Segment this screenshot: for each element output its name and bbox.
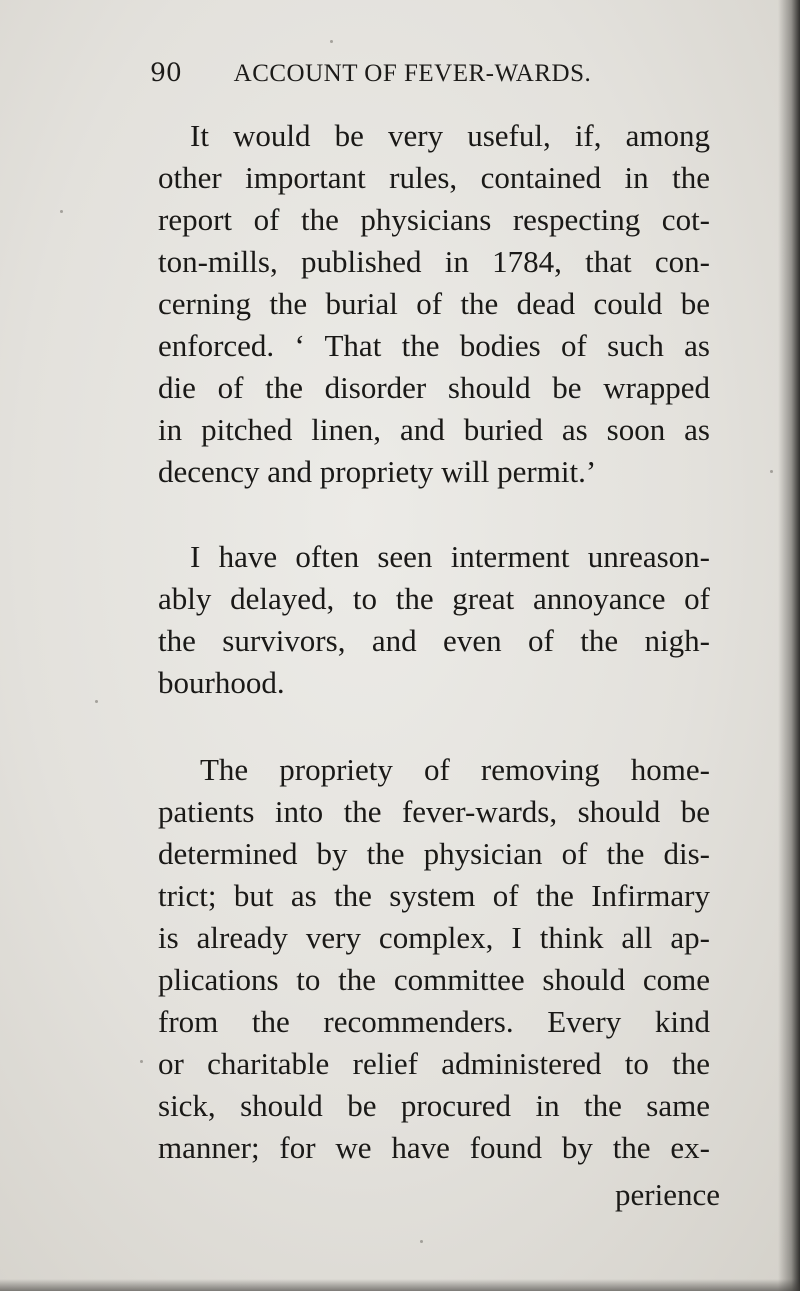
paper-speck [140, 1060, 143, 1063]
paper-speck [95, 700, 98, 703]
text-line: trict; but as the system of the Infirmary [158, 878, 710, 913]
text-line: patients into the fever-wards, should be [158, 794, 710, 829]
running-head: ACCOUNT OF FEVER-WARDS. [233, 60, 592, 87]
paper-speck [420, 1240, 423, 1243]
text-line: plications to the committee should come [158, 962, 710, 997]
text-line: ton-mills, published in 1784, that con- [158, 244, 710, 279]
page-bottom-shadow [0, 1279, 800, 1291]
text-line: determined by the physician of the dis- [158, 836, 710, 871]
text-line: is already very complex, I think all ap- [158, 920, 710, 955]
page-edge-shadow [778, 0, 800, 1291]
text-line: enforced. ‘ That the bodies of such as [158, 328, 710, 363]
text-line: manner; for we have found by the ex- [158, 1130, 710, 1165]
text-line: decency and propriety will permit.’ [158, 454, 597, 489]
page-header [150, 58, 630, 94]
paper-speck [60, 210, 63, 213]
page-number: 90 [150, 58, 182, 87]
text-line: ably delayed, to the great annoyance of [158, 581, 710, 616]
text-line: other important rules, contained in the [158, 160, 710, 195]
text-line: sick, should be procured in the same [158, 1088, 710, 1123]
text-line: in pitched linen, and buried as soon as [158, 412, 710, 447]
text-line: the survivors, and even of the nigh- [158, 623, 710, 658]
text-line: from the recommenders. Every kind [158, 1004, 710, 1039]
text-line: report of the physicians respecting cot- [158, 202, 710, 237]
text-line: cerning the burial of the dead could be [158, 286, 710, 321]
text-line: It would be very useful, if, among [190, 118, 710, 153]
text-line: The propriety of removing home- [200, 752, 710, 787]
paper-speck [330, 40, 333, 43]
text-line: bourhood. [158, 665, 285, 700]
text-line: I have often seen interment unreason- [190, 539, 710, 574]
catchword: perience [615, 1177, 720, 1212]
paper-speck [770, 470, 773, 473]
text-line: or charitable relief administered to the [158, 1046, 710, 1081]
text-line: die of the disorder should be wrapped [158, 370, 710, 405]
